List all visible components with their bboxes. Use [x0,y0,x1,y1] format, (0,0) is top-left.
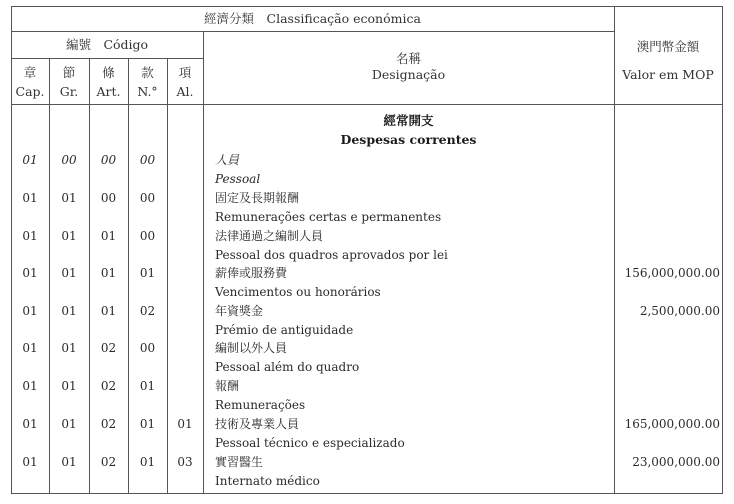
cell-no: 01 [139,379,156,393]
header-no-pt: N.° [137,84,158,99]
cell-cap: 01 [22,229,38,243]
designation-pt: Pessoal técnico e especializado [215,436,405,450]
designation-pt: Remunerações [215,398,306,412]
designation-zh: 編制以外人員 [215,341,288,355]
designation-pt: Pessoal além do quadro [215,360,360,374]
rule-under-classification [11,31,614,32]
designation-zh: 人員 [215,153,240,167]
cell-art: 02 [100,379,117,393]
cell-art: 02 [100,417,117,431]
header-al-pt: Al. [176,84,194,99]
cell-art: 01 [100,229,117,243]
rule-header-bottom [11,104,723,105]
header-cap-zh: 章 [23,65,37,80]
designation-pt: Vencimentos ou honorários [215,285,381,299]
header-value-pt: Valor em MOP [622,67,714,82]
cell-cap: 01 [22,341,38,355]
header-al-zh: 項 [178,65,192,80]
cell-cap: 01 [22,455,38,469]
cell-art: 01 [100,304,117,318]
header-art-pt: Art. [96,84,121,99]
header-cap-pt: Cap. [15,84,45,99]
cell-gr: 01 [61,417,77,431]
header-value-zh: 澳門幣金額 [636,39,700,54]
designation-zh: 報酬 [215,379,240,393]
cell-cap: 01 [22,417,38,431]
cell-cap: 01 [22,153,38,167]
rule-bottom [11,493,723,494]
header-designation-zh: 名稱 [395,51,421,66]
cell-art: 02 [100,455,117,469]
cell-al: 01 [177,417,193,431]
rule-code-designation [203,31,204,494]
rule-right [722,6,723,494]
designation-zh: 固定及長期報酬 [215,191,300,205]
cell-value: 2,500,000.00 [639,304,720,318]
header-designation-pt: Designação [371,67,446,82]
cell-no: 00 [139,191,156,205]
cell-gr: 01 [61,379,77,393]
cell-no: 02 [139,304,156,318]
cell-art: 01 [100,266,117,280]
cell-no: 00 [139,229,156,243]
cell-art: 02 [100,341,117,355]
designation-zh: 法律通過之編制人員 [215,229,324,243]
cell-gr: 01 [61,266,77,280]
designation-pt: Prémio de antiguidade [215,323,354,337]
cell-no: 00 [139,341,156,355]
cell-gr: 00 [61,153,77,167]
cell-gr: 01 [61,455,77,469]
cell-art: 00 [100,191,117,205]
cell-cap: 01 [22,266,38,280]
cell-value: 165,000,000.00 [624,417,720,431]
section-title-pt: Despesas correntes [340,132,477,147]
section-title-zh: 經常開支 [383,113,434,128]
cell-value: 156,000,000.00 [624,266,720,280]
header-no-zh: 款 [141,65,154,80]
cell-no: 01 [139,266,156,280]
rule-top [11,6,723,7]
cell-gr: 01 [61,229,77,243]
header-art-zh: 條 [102,65,115,80]
cell-cap: 01 [22,379,38,393]
designation-pt: Remunerações certas e permanentes [215,210,442,224]
cell-cap: 01 [22,191,38,205]
cell-gr: 01 [61,341,77,355]
designation-zh: 實習醫生 [215,455,264,469]
cell-value: 23,000,000.00 [632,455,720,469]
cell-no: 00 [139,153,156,167]
cell-art: 00 [100,153,117,167]
header-gr-zh: 節 [62,65,76,80]
designation-pt: Internato médico [215,474,320,488]
cell-cap: 01 [22,304,38,318]
header-classification: 經濟分類 Classificação económica [204,11,421,26]
cell-no: 01 [139,455,156,469]
header-code: 編號 Código [65,37,149,52]
designation-zh: 薪俸或服務費 [215,266,288,280]
header-gr-pt: Gr. [59,84,79,99]
cell-no: 01 [139,417,156,431]
cell-al: 03 [177,455,193,469]
designation-pt: Pessoal dos quadros aprovados por lei [215,248,448,262]
cell-gr: 01 [61,304,77,318]
designation-zh: 技術及專業人員 [215,417,300,431]
designation-pt: Pessoal [215,172,261,186]
rule-under-code [11,58,203,59]
cell-gr: 01 [61,191,77,205]
designation-zh: 年資獎金 [215,304,264,318]
